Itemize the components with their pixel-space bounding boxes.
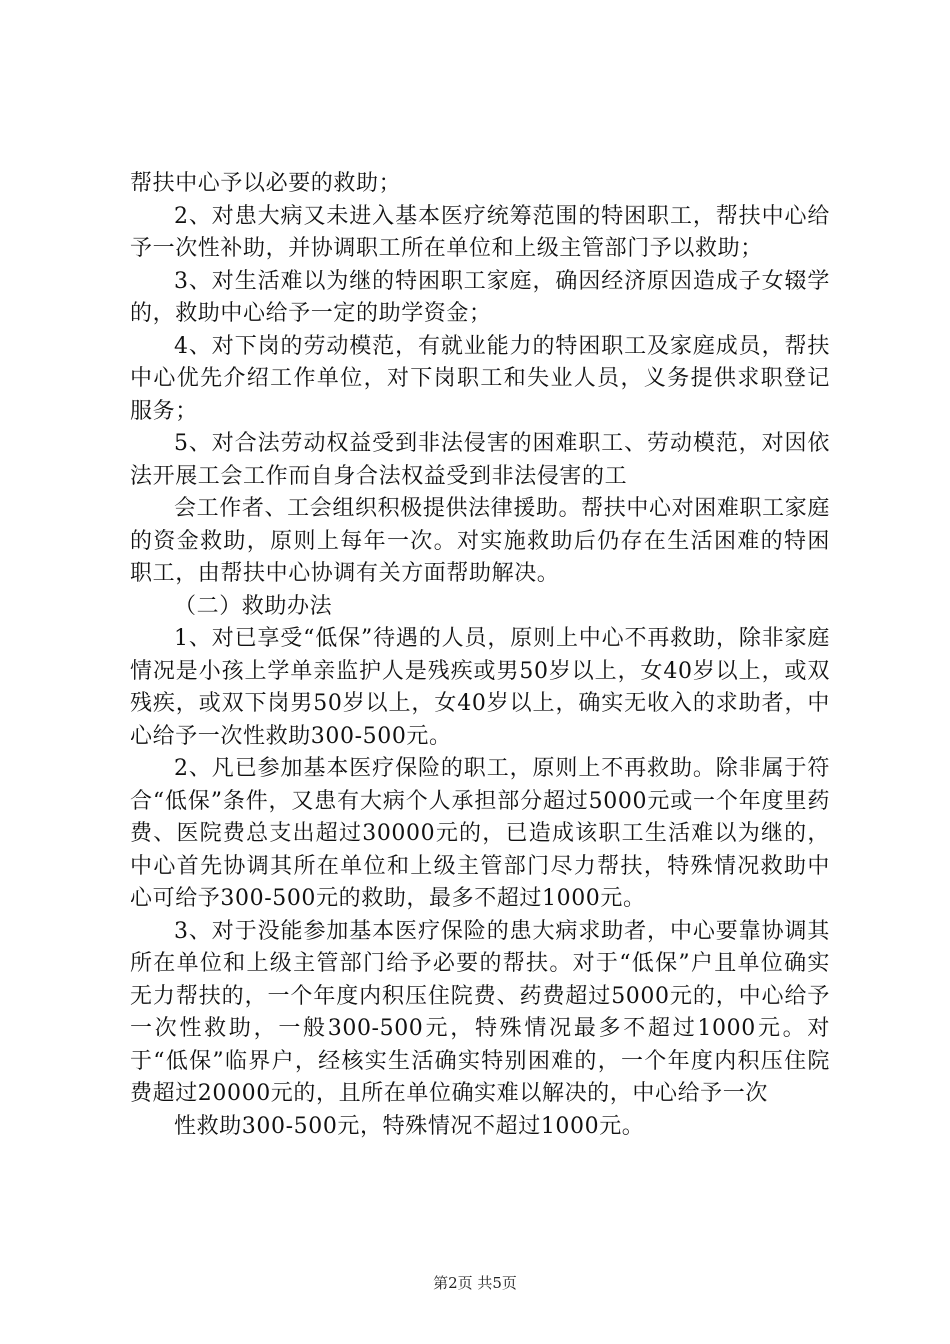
paragraph-1: 帮扶中心予以必要的救助； <box>130 171 402 196</box>
paragraph-4: 4、对下岗的劳动模范，有就业能力的特困职工及家庭成员，帮扶中心优先介绍工作单位，对下岗职工和失业人员，义务提供求职登记服务； <box>130 333 830 424</box>
section-heading: （二）救助办法 <box>174 593 333 619</box>
paragraph-6: 会工作者、工会组织积极提供法律援助。帮扶中心对困难职工家庭的资金救助，原则上每年一次。对实施救助后仍存在生活困难的特困职工，由帮扶中心协调有关方面帮助解决。 <box>130 496 830 586</box>
paragraph-2: 2、对患大病又未进入基本医疗统筹范围的特困职工，帮扶中心给予一次性补助，并协调职工所在单位和上级主管部门予以救助； <box>130 203 830 261</box>
paragraph-5: 5、对合法劳动权益受到非法侵害的困难职工、劳动模范，对因依法开展工会工作而自身合法权益受到非法侵害的工 <box>130 431 830 489</box>
body-text <box>130 168 830 1143</box>
paragraph-7: 1、对已享受“低保”待遇的人员，原则上中心不再救助，除非家庭情况是小孩上学单亲监护人是残疾或男50岁以上，女40岁以上，或双残疾，或双下岗男50岁以上，女40岁以上，确实无收入的求助者，中心给予一次性救助300-500元。 <box>130 626 830 749</box>
paragraph-9: 3、对于没能参加基本医疗保险的患大病求助者，中心要靠协调其所在单位和上级主管部门给予必要的帮扶。对于“低保”户且单位确实无力帮扶的，一个年度内积压住院费、药费超过5000元的，中心给予一次性救助，一般300-500元，特殊情况最多不超过1000元。对于“低保”临界户，经核实生活确实特别困难的，一个年度内积压住院费超过20000元的，且所在单位确实难以解决的，中心给予一次 <box>130 918 830 1106</box>
paragraph-8: 2、凡已参加基本医疗保险的职工，原则上不再救助。除非属于符合“低保”条件，又患有大病个人承担部分超过5000元或一个年度里药费、医院费总支出超过30000元的，已造成该职工生活难以为继的，中心首先协调其所在单位和上级主管部门尽力帮扶，特殊情况救助中心可给予300-500元的救助，最多不超过1000元。 <box>130 756 830 911</box>
page-footer: 第2页 共5页 <box>433 1274 517 1292</box>
paragraph-3: 3、对生活难以为继的特困职工家庭，确因经济原因造成子女辍学的，救助中心给予一定的助学资金； <box>130 268 830 326</box>
paragraph-10: 性救助300-500元，特殊情况不超过1000元。 <box>174 1113 645 1139</box>
